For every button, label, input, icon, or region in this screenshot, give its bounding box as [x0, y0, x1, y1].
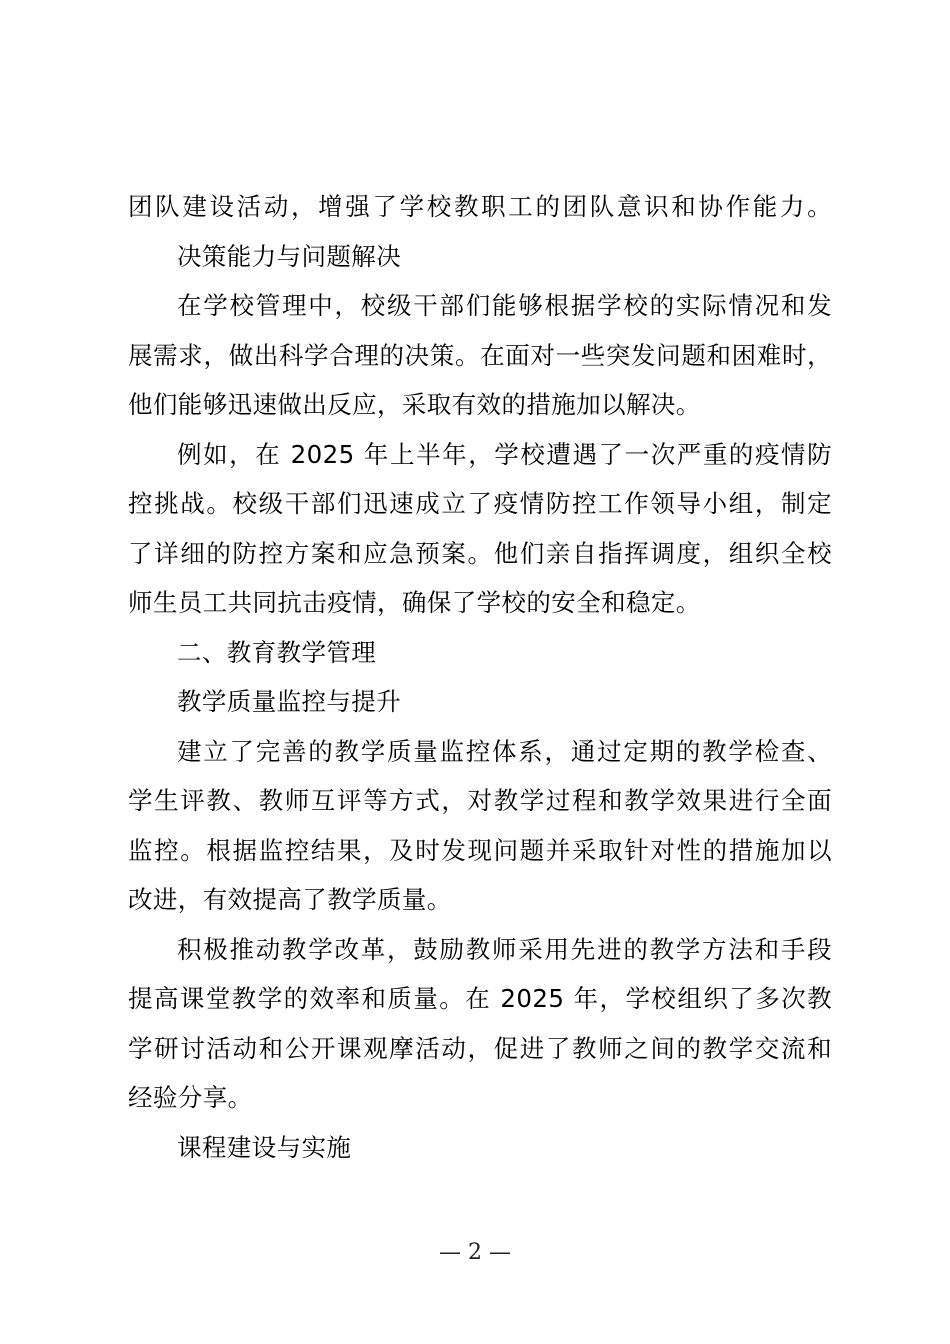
text-line: 建立了完善的教学质量监控体系，通过定期的教学检查、	[177, 736, 832, 766]
text-line: 例如，在 2025 年上半年，学校遭遇了一次严重的疫情防	[177, 439, 832, 469]
text-line: 监控。根据监控结果，及时发现问题并采取针对性的措施加以	[128, 835, 832, 865]
text-line: 团队建设活动，增强了学校教职工的团队意识和协作能力。	[128, 192, 832, 221]
section-heading: 二、教育教学管理	[177, 637, 377, 667]
section-heading: 课程建设与实施	[177, 1132, 352, 1162]
text-line: 师生员工共同抗击疫情，确保了学校的安全和稳定。	[128, 588, 701, 617]
page-number: — 2 —	[439, 1240, 511, 1265]
text-line: 提高课堂教学的效率和质量。在 2025 年，学校组织了多次教	[128, 984, 832, 1013]
text-line: 改进，有效提高了教学质量。	[128, 885, 452, 914]
text-line: 了详细的防控方案和应急预案。他们亲自指挥调度，组织全校	[128, 538, 832, 568]
text-line: 学研讨活动和公开课观摩活动，促进了教师之间的教学交流和	[128, 1033, 832, 1063]
text-line: 积极推动教学改革，鼓励教师采用先进的教学方法和手段	[177, 934, 832, 964]
text-line: 经验分享。	[128, 1083, 253, 1112]
text-line: 展需求，做出科学合理的决策。在面对一些突发问题和困难时，	[128, 340, 832, 370]
section-heading: 决策能力与问题解决	[177, 241, 402, 271]
text-line: 他们能够迅速做出反应，采取有效的措施加以解决。	[128, 390, 701, 419]
text-line: 控挑战。校级干部们迅速成立了疫情防控工作领导小组，制定	[128, 489, 832, 518]
text-line: 在学校管理中，校级干部们能够根据学校的实际情况和发	[177, 291, 832, 320]
document-body	[128, 182, 832, 1172]
section-heading: 教学质量监控与提升	[177, 687, 402, 716]
text-line: 学生评教、教师互评等方式，对教学过程和教学效果进行全面	[128, 786, 832, 815]
